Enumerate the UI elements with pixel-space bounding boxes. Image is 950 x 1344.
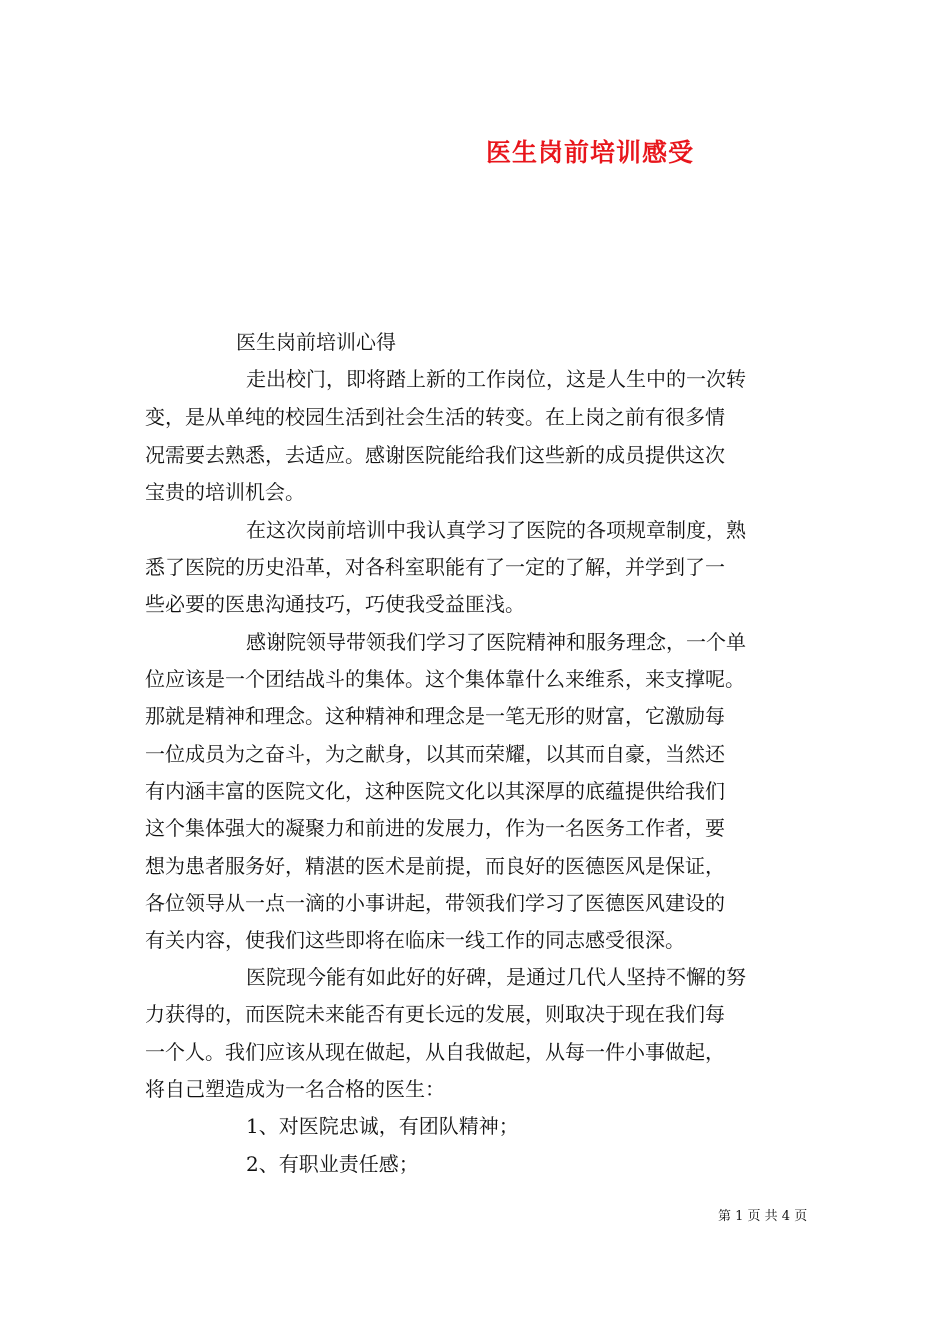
body-line: 位应该是一个团结战斗的集体。这个集体靠什么来维系，来支撑呢。 [145, 667, 745, 691]
body-line: 那就是精神和理念。这种精神和理念是一笔无形的财富，它激励每 [145, 704, 725, 728]
body-line: 一位成员为之奋斗，为之献身，以其而荣耀，以其而自豪，当然还 [145, 742, 725, 766]
body-line: 将自己塑造成为一名合格的医生： [145, 1077, 445, 1101]
body-line: 些必要的医患沟通技巧，巧使我受益匪浅。 [145, 592, 525, 616]
list-item: 1、对医院忠诚，有团队精神； [246, 1114, 519, 1138]
body-line: 各位领导从一点一滴的小事讲起，带领我们学习了医德医风建设的 [145, 891, 725, 915]
page-number: 第 1 页 共 4 页 [718, 1209, 808, 1224]
body-line: 这个集体强大的凝聚力和前进的发展力，作为一名医务工作者，要 [145, 816, 725, 840]
body-line: 医院现今能有如此好的好碑，是通过几代人坚持不懈的努 [246, 965, 746, 989]
document-subtitle: 医生岗前培训心得 [236, 330, 396, 354]
body-line: 力获得的，而医院未来能否有更长远的发展，则取决于现在我们每 [145, 1002, 725, 1026]
body-line: 想为患者服务好，精湛的医术是前提，而良好的医德医风是保证， [145, 854, 725, 878]
list-item: 2、有职业责任感； [246, 1152, 419, 1176]
body-line: 有内涵丰富的医院文化，这种医院文化以其深厚的底蕴提供给我们 [145, 779, 725, 803]
body-line: 有关内容，使我们这些即将在临床一线工作的同志感受很深。 [145, 928, 685, 952]
body-line: 感谢院领导带领我们学习了医院精神和服务理念，一个单 [246, 630, 746, 654]
body-line: 在这次岗前培训中我认真学习了医院的各项规章制度，熟 [246, 518, 746, 542]
body-line: 况需要去熟悉，去适应。感谢医院能给我们这些新的成员提供这次 [145, 443, 725, 467]
document-title: 医生岗前培训感受 [485, 138, 694, 167]
body-line: 一个人。我们应该从现在做起，从自我做起，从每一件小事做起， [145, 1040, 725, 1064]
body-line: 宝贵的培训机会。 [145, 480, 305, 504]
body-line: 悉了医院的历史沿革，对各科室职能有了一定的了解，并学到了一 [145, 555, 725, 579]
body-line: 走出校门，即将踏上新的工作岗位，这是人生中的一次转 [246, 367, 746, 391]
body-line: 变，是从单纯的校园生活到社会生活的转变。在上岗之前有很多情 [145, 405, 725, 429]
